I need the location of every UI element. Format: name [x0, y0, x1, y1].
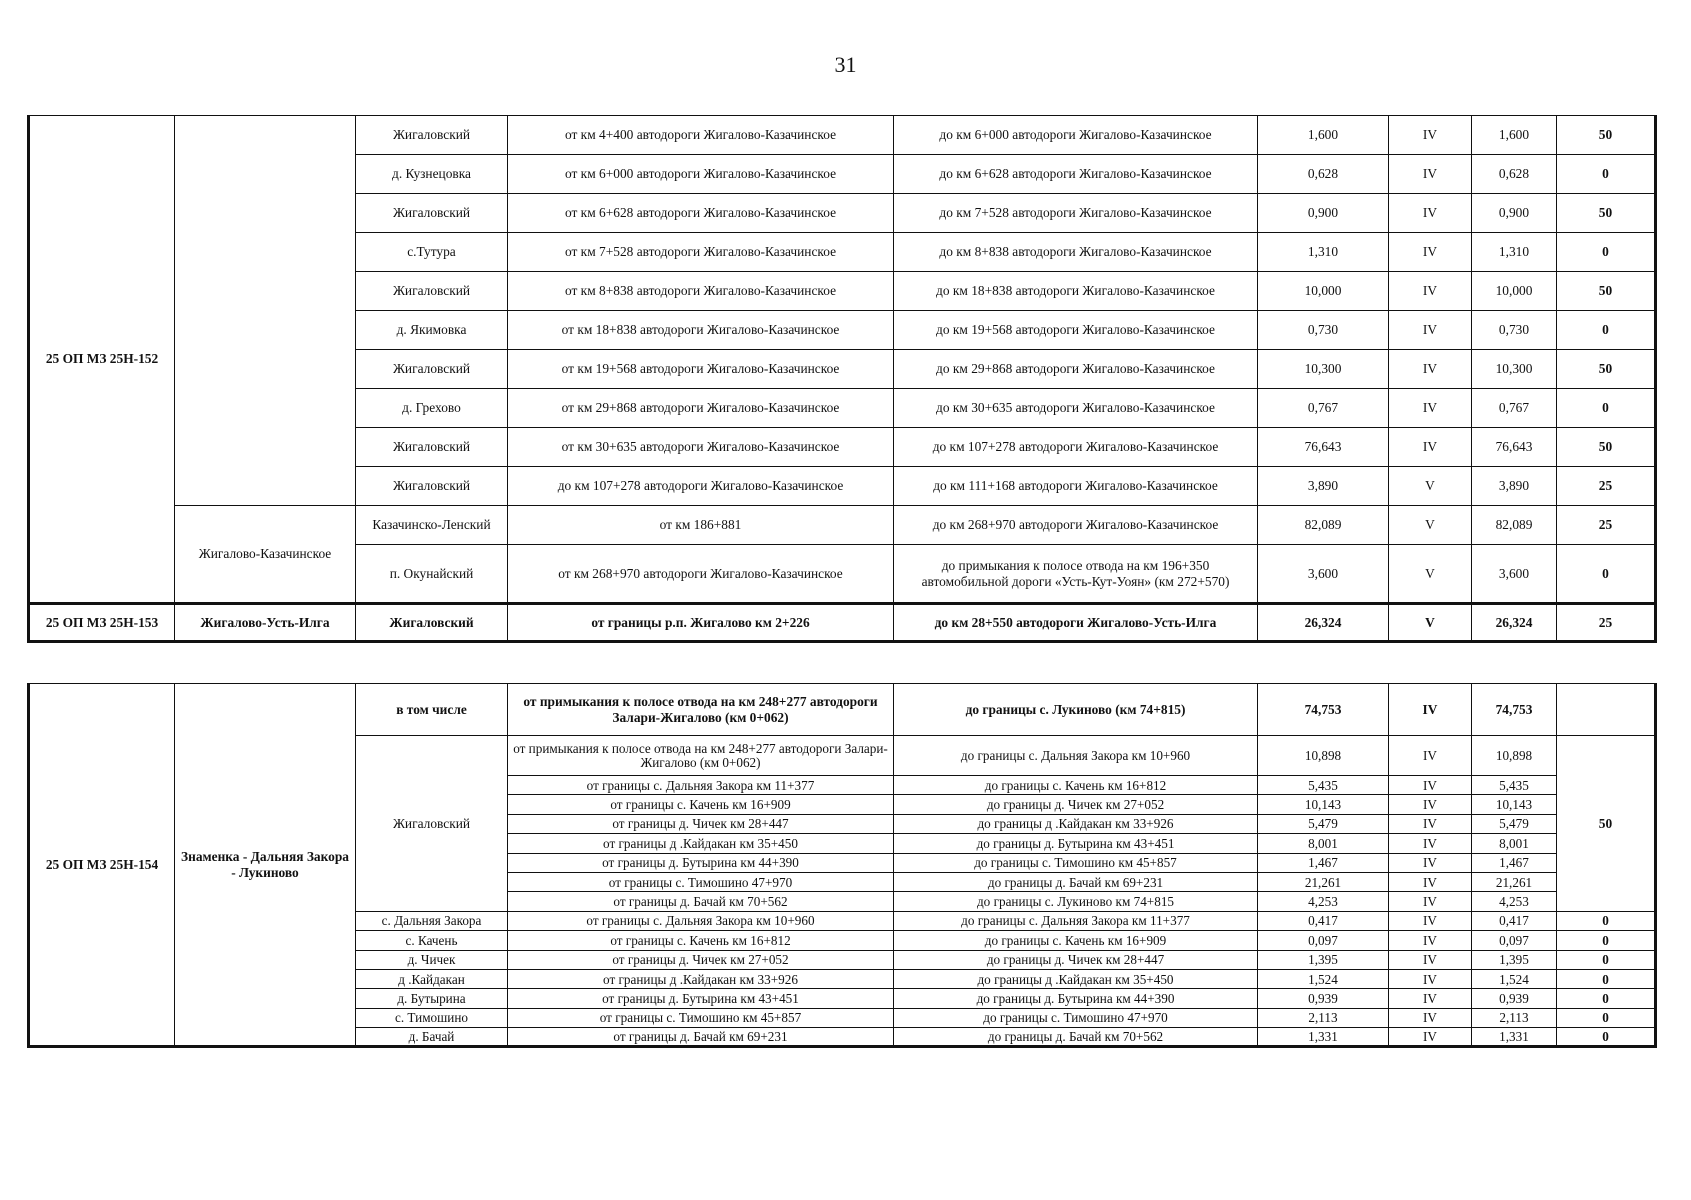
speed-cell: 0: [1557, 911, 1656, 930]
length2-cell: 0,900: [1472, 194, 1557, 233]
length2-cell: 0,730: [1472, 311, 1557, 350]
to-cell: до км 29+868 автодороги Жигалово-Казачинское: [894, 350, 1258, 389]
length-cell: 76,643: [1258, 428, 1389, 467]
length-cell: 0,417: [1258, 911, 1389, 930]
category-cell: IV: [1389, 969, 1472, 988]
category-cell: IV: [1389, 834, 1472, 853]
category-cell: IV: [1389, 311, 1472, 350]
from-cell: от границы с. Тимошино 47+970: [508, 872, 894, 891]
to-cell: до границы с. Дальняя Закора км 10+960: [894, 736, 1258, 776]
length2-cell: 1,524: [1472, 969, 1557, 988]
road-153-road-name-cell: Жигалово-Усть-Илга: [175, 604, 356, 642]
from-cell: от км 19+568 автодороги Жигалово-Казачинское: [508, 350, 894, 389]
to-cell: до границы с. Дальняя Закора км 11+377: [894, 911, 1258, 930]
from-cell: от границы д. Бачай км 70+562: [508, 892, 894, 911]
length-cell: 3,890: [1258, 467, 1389, 506]
to-cell: до границы с. Качень км 16+812: [894, 776, 1258, 795]
district-cell: Жигаловский: [356, 116, 508, 155]
category-cell: IV: [1389, 233, 1472, 272]
category-cell: IV: [1389, 272, 1472, 311]
speed-cell: 50: [1557, 116, 1656, 155]
category-cell: IV: [1389, 350, 1472, 389]
from-cell: от км 6+000 автодороги Жигалово-Казачинское: [508, 155, 894, 194]
length-cell: 10,143: [1258, 795, 1389, 814]
speed-cell: 50: [1557, 736, 1656, 912]
road-153-length2-cell: 26,324: [1472, 604, 1557, 642]
road-153-from-cell: от границы р.п. Жигалово км 2+226: [508, 604, 894, 642]
length2-cell: 21,261: [1472, 872, 1557, 891]
length2-cell: 4,253: [1472, 892, 1557, 911]
length2-cell: 0,767: [1472, 389, 1557, 428]
total-length2-cell: 74,753: [1472, 684, 1557, 736]
district-cell: с. Тимошино: [356, 1008, 508, 1027]
district-cell: с.Тутура: [356, 233, 508, 272]
length2-cell: 3,890: [1472, 467, 1557, 506]
to-cell: до км 18+838 автодороги Жигалово-Казачинское: [894, 272, 1258, 311]
from-cell: от границы с. Качень км 16+909: [508, 795, 894, 814]
length-cell: 0,097: [1258, 931, 1389, 950]
speed-cell: 0: [1557, 155, 1656, 194]
to-cell: до км 111+168 автодороги Жигалово-Казачинское: [894, 467, 1258, 506]
category-cell: IV: [1389, 931, 1472, 950]
length-cell: 0,900: [1258, 194, 1389, 233]
length2-cell: 1,310: [1472, 233, 1557, 272]
length2-cell: 82,089: [1472, 506, 1557, 545]
from-cell: от границы с. Дальняя Закора км 11+377: [508, 776, 894, 795]
speed-cell: 0: [1557, 950, 1656, 969]
speed-cell: 25: [1557, 467, 1656, 506]
from-cell: от границы с. Дальняя Закора км 10+960: [508, 911, 894, 930]
from-cell: от км 4+400 автодороги Жигалово-Казачинское: [508, 116, 894, 155]
district-cell: д. Бачай: [356, 1028, 508, 1047]
category-cell: V: [1389, 545, 1472, 604]
to-cell: до км 6+628 автодороги Жигалово-Казачинское: [894, 155, 1258, 194]
from-cell: от км 8+838 автодороги Жигалово-Казачинское: [508, 272, 894, 311]
from-cell: от км 29+868 автодороги Жигалово-Казачинское: [508, 389, 894, 428]
to-cell: до примыкания к полосе отвода на км 196+350 автомобильной дороги «Усть-Кут-Уоян» (км 272+570): [894, 545, 1258, 604]
total-category-cell: IV: [1389, 684, 1472, 736]
length2-cell: 0,628: [1472, 155, 1557, 194]
length-cell: 21,261: [1258, 872, 1389, 891]
district-cell: д. Бутырина: [356, 989, 508, 1008]
speed-cell: 0: [1557, 233, 1656, 272]
category-cell: IV: [1389, 814, 1472, 833]
length2-cell: 10,898: [1472, 736, 1557, 776]
to-cell: до границы д. Бутырина км 44+390: [894, 989, 1258, 1008]
category-cell: V: [1389, 467, 1472, 506]
speed-cell: 50: [1557, 428, 1656, 467]
road-153-length-cell: 26,324: [1258, 604, 1389, 642]
length-cell: 0,730: [1258, 311, 1389, 350]
road-153-to-cell: до км 28+550 автодороги Жигалово-Усть-Илга: [894, 604, 1258, 642]
table-row: [29, 506, 1656, 545]
from-cell: от границы с. Качень км 16+812: [508, 931, 894, 950]
from-cell: от км 30+635 автодороги Жигалово-Казачинское: [508, 428, 894, 467]
road-name-cell: Жигалово-Казачинское: [175, 506, 356, 604]
to-cell: до км 30+635 автодороги Жигалово-Казачинское: [894, 389, 1258, 428]
to-cell: до границы д. Бутырина км 43+451: [894, 834, 1258, 853]
category-cell: IV: [1389, 428, 1472, 467]
length-cell: 0,939: [1258, 989, 1389, 1008]
district-cell: д .Кайдакан: [356, 969, 508, 988]
length-cell: 1,331: [1258, 1028, 1389, 1047]
road-id-cell: 25 ОП МЗ 25Н-154: [29, 684, 175, 1047]
to-cell: до км 107+278 автодороги Жигалово-Казачинское: [894, 428, 1258, 467]
to-cell: до км 268+970 автодороги Жигалово-Казачинское: [894, 506, 1258, 545]
length-cell: 4,253: [1258, 892, 1389, 911]
from-cell: от примыкания к полосе отвода на км 248+277 автодороги Залари-Жигалово (км 0+062): [508, 736, 894, 776]
district-cell: Казачинско-Ленский: [356, 506, 508, 545]
district-cell: д. Грехово: [356, 389, 508, 428]
from-cell: от границы д. Чичек км 27+052: [508, 950, 894, 969]
length-cell: 0,767: [1258, 389, 1389, 428]
to-cell: до границы д. Чичек км 28+447: [894, 950, 1258, 969]
district-cell: Жигаловский: [356, 194, 508, 233]
speed-cell: 0: [1557, 931, 1656, 950]
roads-table-lower: [27, 683, 1657, 1048]
length2-cell: 5,479: [1472, 814, 1557, 833]
category-cell: IV: [1389, 853, 1472, 872]
speed-cell: 0: [1557, 311, 1656, 350]
category-cell: IV: [1389, 389, 1472, 428]
speed-cell: 0: [1557, 1028, 1656, 1047]
length-cell: 10,000: [1258, 272, 1389, 311]
district-cell: Жигаловский: [356, 428, 508, 467]
district-cell: Жигаловский: [356, 736, 508, 912]
category-cell: IV: [1389, 1008, 1472, 1027]
speed-cell: 0: [1557, 969, 1656, 988]
length-cell: 1,600: [1258, 116, 1389, 155]
category-cell: IV: [1389, 736, 1472, 776]
from-cell: от границы с. Тимошино км 45+857: [508, 1008, 894, 1027]
speed-cell: 50: [1557, 272, 1656, 311]
to-cell: до границы с. Лукиново км 74+815: [894, 892, 1258, 911]
length-cell: 10,898: [1258, 736, 1389, 776]
category-cell: IV: [1389, 116, 1472, 155]
length-cell: 1,395: [1258, 950, 1389, 969]
length-cell: 2,113: [1258, 1008, 1389, 1027]
speed-cell: 0: [1557, 1008, 1656, 1027]
length2-cell: 10,143: [1472, 795, 1557, 814]
length2-cell: 1,467: [1472, 853, 1557, 872]
to-cell: до км 8+838 автодороги Жигалово-Казачинское: [894, 233, 1258, 272]
length-cell: 5,479: [1258, 814, 1389, 833]
roads-table-upper: [27, 115, 1657, 643]
length2-cell: 5,435: [1472, 776, 1557, 795]
district-cell: д. Якимовка: [356, 311, 508, 350]
length2-cell: 8,001: [1472, 834, 1557, 853]
total-district-cell: в том числе: [356, 684, 508, 736]
length-cell: 1,310: [1258, 233, 1389, 272]
table-row: [29, 604, 1656, 642]
to-cell: до границы с. Тимошино км 45+857: [894, 853, 1258, 872]
road-153-district-cell: Жигаловский: [356, 604, 508, 642]
category-cell: IV: [1389, 194, 1472, 233]
district-cell: с. Дальняя Закора: [356, 911, 508, 930]
speed-cell: 50: [1557, 194, 1656, 233]
from-cell: от км 18+838 автодороги Жигалово-Казачинское: [508, 311, 894, 350]
category-cell: IV: [1389, 950, 1472, 969]
length2-cell: 1,600: [1472, 116, 1557, 155]
speed-cell: 25: [1557, 506, 1656, 545]
from-cell: от км 6+628 автодороги Жигалово-Казачинское: [508, 194, 894, 233]
length2-cell: 76,643: [1472, 428, 1557, 467]
category-cell: V: [1389, 506, 1472, 545]
from-cell: от границы д. Бачай км 69+231: [508, 1028, 894, 1047]
district-cell: Жигаловский: [356, 350, 508, 389]
category-cell: IV: [1389, 795, 1472, 814]
length2-cell: 0,417: [1472, 911, 1557, 930]
to-cell: до км 6+000 автодороги Жигалово-Казачинское: [894, 116, 1258, 155]
page-number: 31: [834, 52, 857, 77]
speed-cell: 50: [1557, 350, 1656, 389]
district-cell: Жигаловский: [356, 272, 508, 311]
category-cell: IV: [1389, 872, 1472, 891]
road-name-cell: Знаменка - Дальняя Закора - Лукиново: [175, 684, 356, 1047]
length2-cell: 0,097: [1472, 931, 1557, 950]
speed-cell: 0: [1557, 545, 1656, 604]
length-cell: 1,524: [1258, 969, 1389, 988]
to-cell: до границы д. Чичек км 27+052: [894, 795, 1258, 814]
total-to-cell: до границы с. Лукиново (км 74+815): [894, 684, 1258, 736]
total-from-cell: от примыкания к полосе отвода на км 248+277 автодороги Залари-Жигалово (км 0+062): [508, 684, 894, 736]
length2-cell: 2,113: [1472, 1008, 1557, 1027]
to-cell: до границы с. Тимошино 47+970: [894, 1008, 1258, 1027]
category-cell: IV: [1389, 155, 1472, 194]
category-cell: IV: [1389, 892, 1472, 911]
district-cell: д. Чичек: [356, 950, 508, 969]
district-cell: с. Качень: [356, 931, 508, 950]
length-cell: 5,435: [1258, 776, 1389, 795]
district-cell: п. Окунайский: [356, 545, 508, 604]
length2-cell: 0,939: [1472, 989, 1557, 1008]
from-cell: от км 186+881: [508, 506, 894, 545]
from-cell: от км 7+528 автодороги Жигалово-Казачинское: [508, 233, 894, 272]
district-cell: Жигаловский: [356, 467, 508, 506]
road-153-speed-cell: 25: [1557, 604, 1656, 642]
to-cell: до границы д. Бачай км 70+562: [894, 1028, 1258, 1047]
length2-cell: 1,331: [1472, 1028, 1557, 1047]
to-cell: до границы д .Кайдакан км 33+926: [894, 814, 1258, 833]
from-cell: от км 268+970 автодороги Жигалово-Казачинское: [508, 545, 894, 604]
from-cell: от границы д .Кайдакан км 35+450: [508, 834, 894, 853]
length-cell: 10,300: [1258, 350, 1389, 389]
category-cell: IV: [1389, 911, 1472, 930]
from-cell: от границы д. Чичек км 28+447: [508, 814, 894, 833]
to-cell: до границы д. Бачай км 69+231: [894, 872, 1258, 891]
from-cell: от границы д. Бутырина км 43+451: [508, 989, 894, 1008]
to-cell: до границы д .Кайдакан км 35+450: [894, 969, 1258, 988]
category-cell: IV: [1389, 989, 1472, 1008]
road-153-category-cell: V: [1389, 604, 1472, 642]
length-cell: 3,600: [1258, 545, 1389, 604]
from-cell: до км 107+278 автодороги Жигалово-Казачинское: [508, 467, 894, 506]
speed-cell: [1557, 684, 1656, 736]
to-cell: до км 7+528 автодороги Жигалово-Казачинское: [894, 194, 1258, 233]
to-cell: до границы с. Качень км 16+909: [894, 931, 1258, 950]
length2-cell: 3,600: [1472, 545, 1557, 604]
from-cell: от границы д. Бутырина км 44+390: [508, 853, 894, 872]
from-cell: от границы д .Кайдакан км 33+926: [508, 969, 894, 988]
road-name-cell: [175, 116, 356, 506]
length-cell: 0,628: [1258, 155, 1389, 194]
category-cell: IV: [1389, 776, 1472, 795]
table-row: [29, 116, 1656, 155]
length2-cell: 10,300: [1472, 350, 1557, 389]
road-153-road-id-cell: 25 ОП МЗ 25Н-153: [29, 604, 175, 642]
length-cell: 1,467: [1258, 853, 1389, 872]
length2-cell: 10,000: [1472, 272, 1557, 311]
total-length-cell: 74,753: [1258, 684, 1389, 736]
length2-cell: 1,395: [1472, 950, 1557, 969]
length-cell: 8,001: [1258, 834, 1389, 853]
category-cell: IV: [1389, 1028, 1472, 1047]
speed-cell: 0: [1557, 389, 1656, 428]
speed-cell: 0: [1557, 989, 1656, 1008]
district-cell: д. Кузнецовка: [356, 155, 508, 194]
length-cell: 82,089: [1258, 506, 1389, 545]
table-row: [29, 684, 1656, 736]
road-id-cell: 25 ОП МЗ 25Н-152: [29, 116, 175, 604]
to-cell: до км 19+568 автодороги Жигалово-Казачинское: [894, 311, 1258, 350]
